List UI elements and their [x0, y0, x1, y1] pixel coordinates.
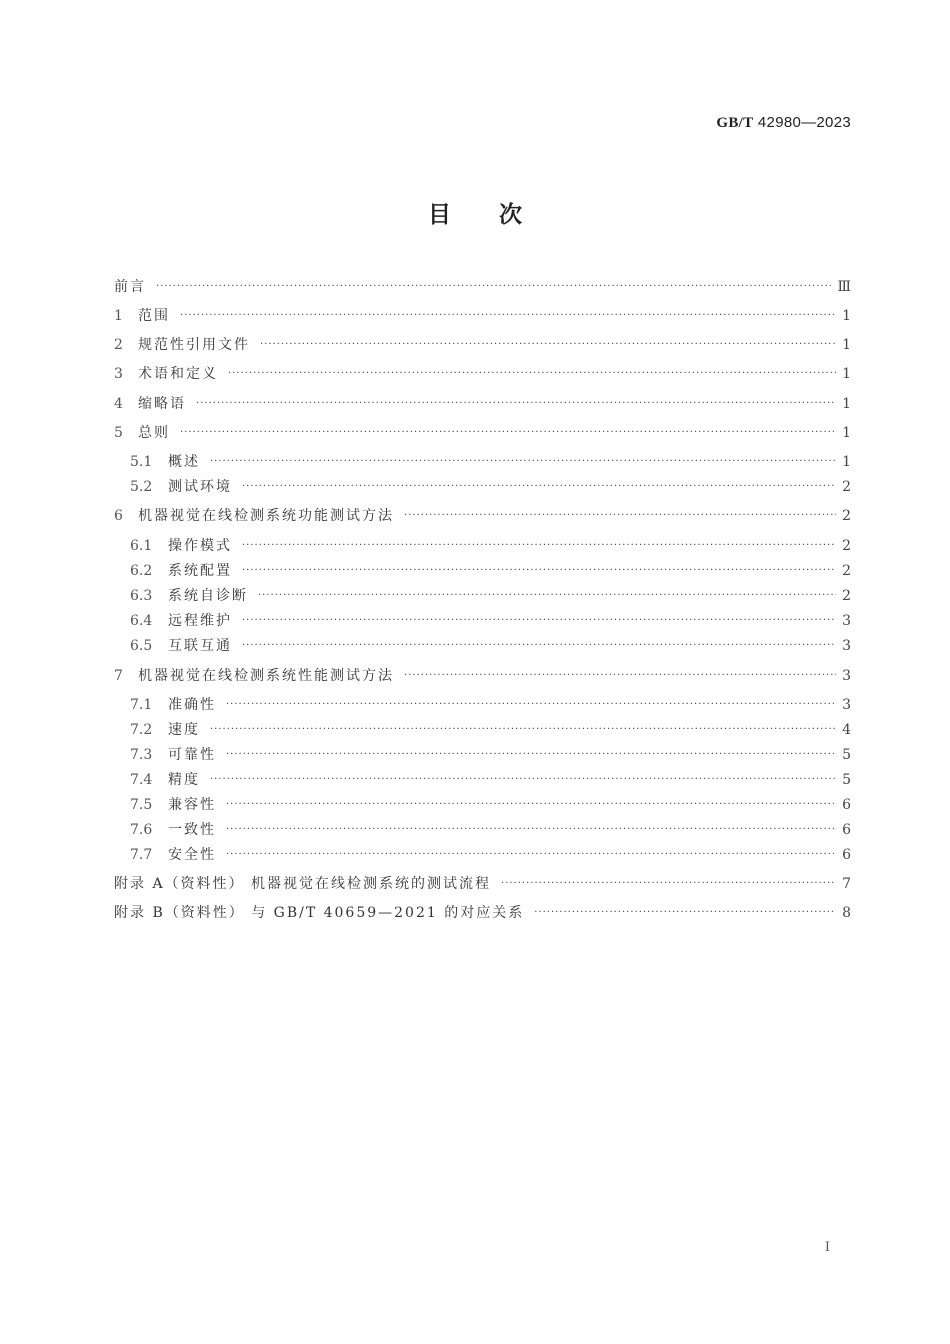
leader-dots [228, 363, 836, 385]
standard-number: 42980—2023 [757, 114, 851, 131]
standard-prefix: GB/T [716, 115, 754, 131]
toc-entry-page: 3 [842, 697, 851, 713]
toc-entry-number: 5.1 [130, 454, 153, 470]
toc-entry-text: 可靠性 [168, 747, 216, 763]
toc-entry-appendix-a[interactable] [114, 873, 851, 895]
toc-entry-page: 2 [842, 479, 851, 495]
toc-entry-page: 2 [842, 588, 851, 604]
leader-dots [226, 794, 836, 816]
toc-entry-2[interactable] [114, 334, 851, 356]
toc-entry-page: 3 [842, 638, 851, 654]
leader-dots [226, 694, 836, 716]
toc-entry-number: 5 [114, 425, 123, 441]
toc-entry-page: 2 [842, 538, 851, 554]
toc-entry-text: 术语和定义 [138, 366, 218, 382]
leader-dots [242, 635, 836, 657]
toc-entry-page: 5 [842, 772, 851, 788]
toc-entry-number: 7.6 [130, 822, 153, 838]
leader-dots [196, 393, 836, 415]
toc-entry-number: 2 [114, 337, 123, 353]
toc-entry-number: 6 [114, 508, 123, 524]
toc-entry-page: 1 [842, 396, 851, 412]
toc-entry-6-4[interactable] [114, 610, 851, 632]
page-title: 目次 [428, 202, 570, 228]
leader-dots [404, 665, 836, 687]
leader-dots [226, 744, 836, 766]
toc-entry-text: 一致性 [168, 822, 216, 838]
toc-entry-5-2[interactable] [114, 476, 851, 498]
toc-entry-number: 7.7 [130, 847, 153, 863]
leader-dots [242, 476, 836, 498]
toc-entry-text: 附录 B（资料性） 与 GB/T 40659—2021 的对应关系 [114, 905, 525, 921]
toc-entry-text: 操作模式 [168, 538, 232, 554]
leader-dots [210, 719, 836, 741]
leader-dots [210, 451, 836, 473]
toc-entry-page: 1 [842, 425, 851, 441]
standard-code [716, 114, 851, 132]
leader-dots [226, 819, 836, 841]
leader-dots [260, 334, 836, 356]
toc-entry-page: 6 [842, 847, 851, 863]
toc-entry-text: 兼容性 [168, 797, 216, 813]
toc-entry-page: 1 [842, 308, 851, 324]
toc-entry-6-2[interactable] [114, 560, 851, 582]
toc-entry-number: 6.3 [130, 588, 153, 604]
toc-entry-text: 速度 [168, 722, 200, 738]
toc-entry-6-1[interactable] [114, 535, 851, 557]
toc-entry-number: 6.4 [130, 613, 153, 629]
toc-entry-6[interactable] [114, 505, 851, 527]
toc-entry-number: 6.1 [130, 538, 153, 554]
toc-entry-number: 7.3 [130, 747, 153, 763]
toc-entry-page: 4 [842, 722, 851, 738]
leader-dots [258, 585, 836, 607]
toc-entry-7[interactable] [114, 665, 851, 687]
toc-entry-page: 8 [842, 905, 851, 921]
leader-dots [242, 610, 836, 632]
toc-entry-3[interactable] [114, 363, 851, 385]
toc-entry-page: 3 [842, 668, 851, 684]
toc-entry-number: 7 [114, 668, 123, 684]
leader-dots [180, 305, 836, 327]
toc-entry-number: 6.5 [130, 638, 153, 654]
toc-entry-number: 3 [114, 366, 123, 382]
toc-entry-7-6[interactable] [114, 819, 851, 841]
toc-entry-text: 远程维护 [168, 613, 232, 629]
toc-entry-7-1[interactable] [114, 694, 851, 716]
toc-entry-5[interactable] [114, 422, 851, 444]
toc-entry-number: 7.2 [130, 722, 153, 738]
toc-entry-text: 系统自诊断 [168, 588, 248, 604]
toc-entry-page: 2 [842, 563, 851, 579]
toc-entry-4[interactable] [114, 393, 851, 415]
leader-dots [242, 560, 836, 582]
toc-entry-number: 5.2 [130, 479, 153, 495]
toc-entry-page: 6 [842, 797, 851, 813]
toc-entry-page: 1 [842, 454, 851, 470]
toc-entry-page: 1 [842, 366, 851, 382]
toc-entry-7-4[interactable] [114, 769, 851, 791]
toc-entry-6-5[interactable] [114, 635, 851, 657]
toc-entry-text: 准确性 [168, 697, 216, 713]
toc-entry-appendix-b[interactable] [114, 902, 851, 924]
toc-entry-text: 范围 [138, 308, 170, 324]
leader-dots [156, 276, 831, 298]
toc-entry-text: 机器视觉在线检测系统性能测试方法 [138, 668, 394, 684]
leader-dots [210, 769, 836, 791]
toc-entry-page: 2 [842, 508, 851, 524]
toc-entry-text: 精度 [168, 772, 200, 788]
toc-entry-5-1[interactable] [114, 451, 851, 473]
toc-entry-text: 系统配置 [168, 563, 232, 579]
toc-entry-text: 测试环境 [168, 479, 232, 495]
toc-entry-page: 6 [842, 822, 851, 838]
leader-dots [404, 505, 836, 527]
toc-entry-number: 7.5 [130, 797, 153, 813]
toc-entry-page: 5 [842, 747, 851, 763]
toc-entry-page: 1 [842, 337, 851, 353]
leader-dots [180, 422, 836, 444]
toc-entry-text: 附录 A（资料性） 机器视觉在线检测系统的测试流程 [114, 876, 492, 892]
toc-entry-7-5[interactable] [114, 794, 851, 816]
toc-entry-number: 4 [114, 396, 123, 412]
leader-dots [534, 902, 836, 924]
toc-entry-number: 1 [114, 308, 123, 324]
toc-entry-7-2[interactable] [114, 719, 851, 741]
toc-entry-foreword[interactable] [114, 276, 851, 298]
toc-entry-number: 6.2 [130, 563, 153, 579]
toc-entry-number: 7.1 [130, 697, 153, 713]
toc-entry-1[interactable] [114, 305, 851, 327]
leader-dots [242, 535, 836, 557]
toc-entry-page: 7 [842, 876, 851, 892]
toc-entry-text: 缩略语 [138, 396, 186, 412]
toc-entry-6-3[interactable] [114, 585, 851, 607]
toc-entry-7-7[interactable] [114, 844, 851, 866]
toc-entry-7-3[interactable] [114, 744, 851, 766]
toc-entry-text: 概述 [168, 454, 200, 470]
toc-entry-text: 安全性 [168, 847, 216, 863]
toc-entry-text: 总则 [138, 425, 170, 441]
page-number: I [824, 1240, 830, 1255]
toc-entry-text: 前言 [114, 279, 146, 295]
leader-dots [501, 873, 836, 895]
toc-entry-page: 3 [842, 613, 851, 629]
toc-entry-text: 规范性引用文件 [138, 337, 250, 353]
leader-dots [226, 844, 836, 866]
toc-entry-page: Ⅲ [837, 279, 851, 295]
toc-entry-number: 7.4 [130, 772, 153, 788]
toc-entry-text: 机器视觉在线检测系统功能测试方法 [138, 508, 394, 524]
toc-entry-text: 互联互通 [168, 638, 232, 654]
